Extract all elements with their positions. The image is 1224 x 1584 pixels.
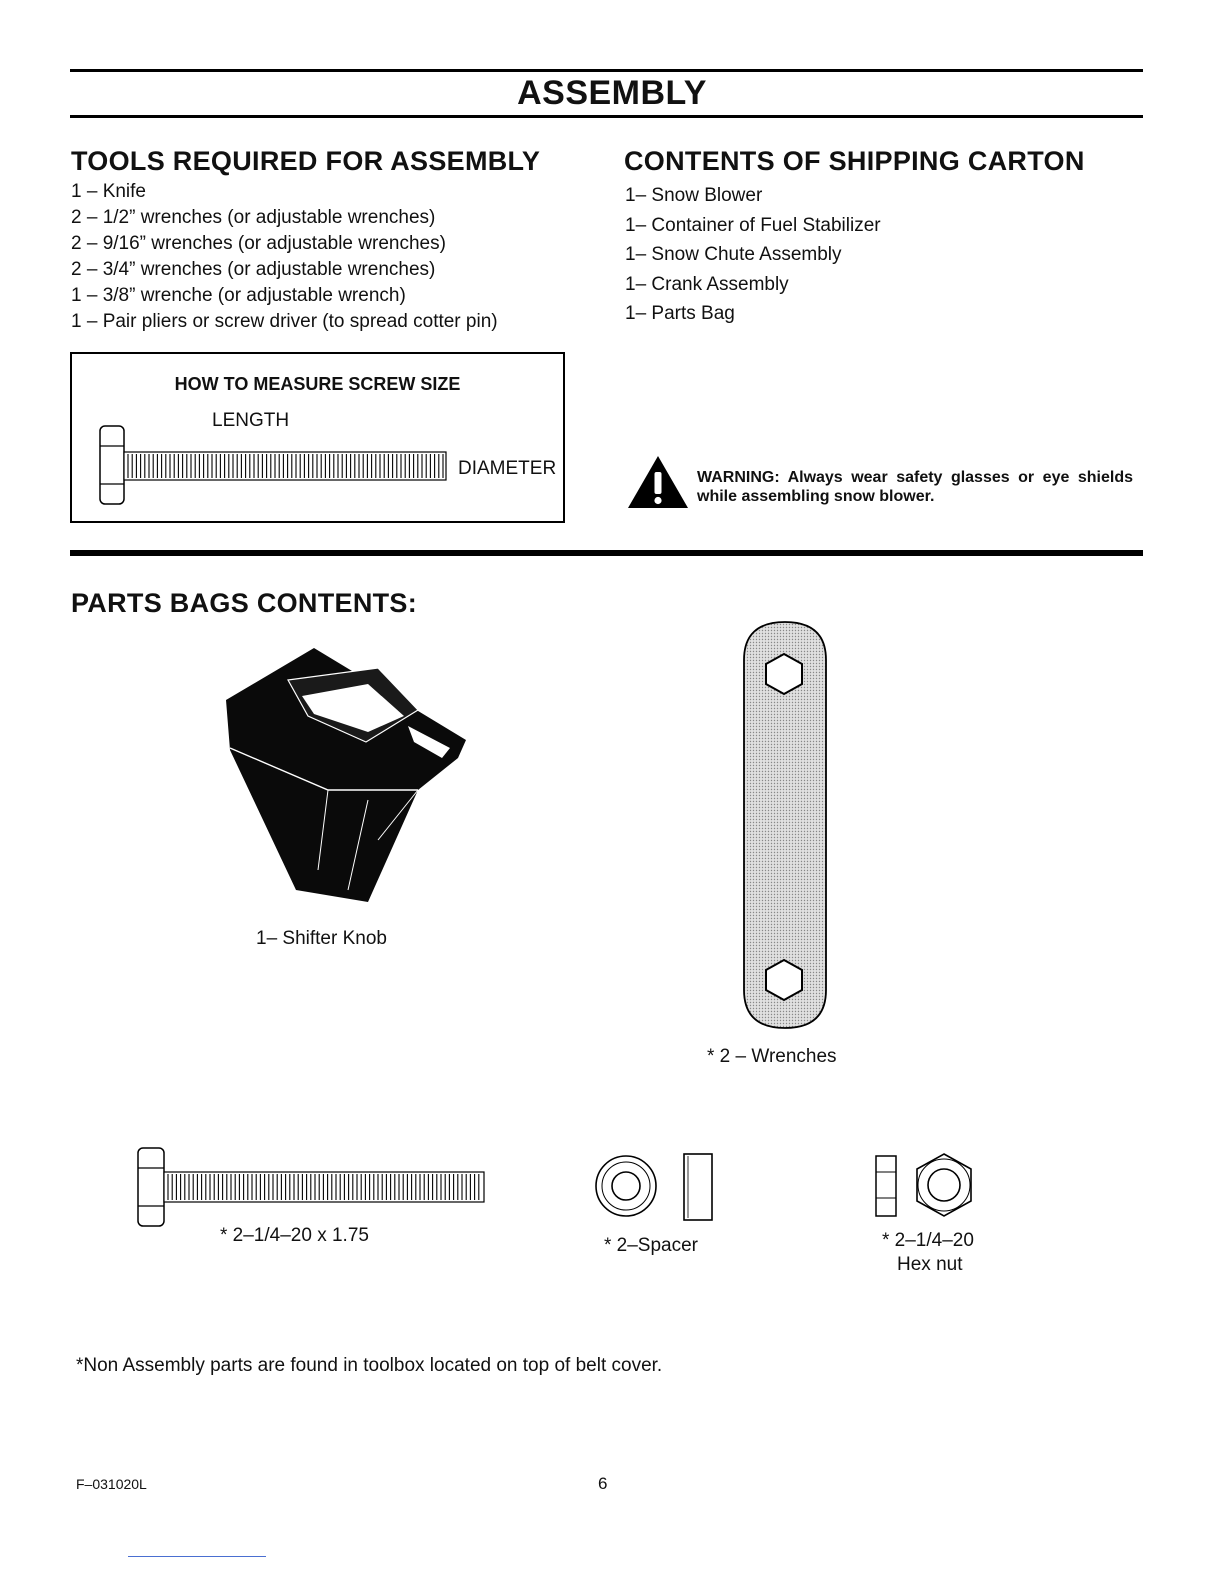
tools-list: [71, 179, 498, 335]
carton-item: 1– Container of Fuel Stabilizer: [625, 214, 881, 236]
carton-item: 1– Parts Bag: [625, 303, 735, 324]
hex-nut-label-size: * 2–1/4–20: [882, 1230, 974, 1251]
wrench-icon: [740, 620, 830, 1030]
tools-item: 2 – 9/16” wrenches (or adjustable wrenches): [71, 233, 446, 254]
warning-triangle-icon: [626, 454, 690, 510]
footer-code: F–031020L: [76, 1476, 147, 1492]
diameter-label: DIAMETER: [458, 458, 557, 479]
spacer-label: * 2–Spacer: [604, 1235, 699, 1256]
tools-item: 2 – 3/4” wrenches (or adjustable wrenches): [71, 259, 436, 280]
page-number: 6: [598, 1474, 608, 1493]
spacer-icon: [594, 1152, 718, 1224]
top-rule: [70, 69, 1143, 72]
page-title: ASSEMBLY: [517, 74, 707, 112]
parts-heading: PARTS BAGS CONTENTS:: [71, 588, 418, 618]
tools-item: 1 – Pair pliers or screw driver (to spread cotter pin): [71, 311, 498, 332]
tools-heading: TOOLS REQUIRED FOR ASSEMBLY: [71, 146, 541, 176]
warning-text: WARNING: Always wear safety glasses or eye shields while assembling snow blower.: [697, 469, 1133, 505]
title-underline: [70, 115, 1143, 118]
footer-rule: [128, 1556, 266, 1557]
hex-nut-label-name: Hex nut: [897, 1254, 963, 1275]
tools-item: 2 – 1/2” wrenches (or adjustable wrenches): [71, 207, 436, 228]
screw-diagram-icon: [98, 424, 448, 508]
screw-size-heading: HOW TO MEASURE SCREW SIZE: [174, 374, 461, 394]
length-label: LENGTH: [212, 410, 290, 431]
bolt-icon: [136, 1146, 488, 1230]
carton-list: [625, 181, 881, 329]
hex-nut-icon: [874, 1150, 986, 1222]
screw-size-box: [70, 352, 565, 523]
non-assembly-note: *Non Assembly parts are found in toolbox located on top of belt cover.: [76, 1355, 663, 1376]
carton-item: 1– Crank Assembly: [625, 273, 789, 295]
shifter-knob-label: 1– Shifter Knob: [256, 928, 387, 949]
wrenches-label: * 2 – Wrenches: [707, 1046, 837, 1067]
tools-item: 1 – 3/8” wrenche (or adjustable wrench): [71, 285, 406, 306]
shifter-knob-icon: [218, 640, 470, 906]
carton-item: 1– Snow Chute Assembly: [625, 244, 842, 265]
section-divider: [70, 550, 1143, 556]
carton-heading: CONTENTS OF SHIPPING CARTON: [624, 146, 1085, 176]
carton-item: 1– Snow Blower: [625, 185, 763, 206]
tools-item: 1 – Knife: [71, 181, 146, 202]
bolt-label: * 2–1/4–20 x 1.75: [220, 1225, 369, 1246]
